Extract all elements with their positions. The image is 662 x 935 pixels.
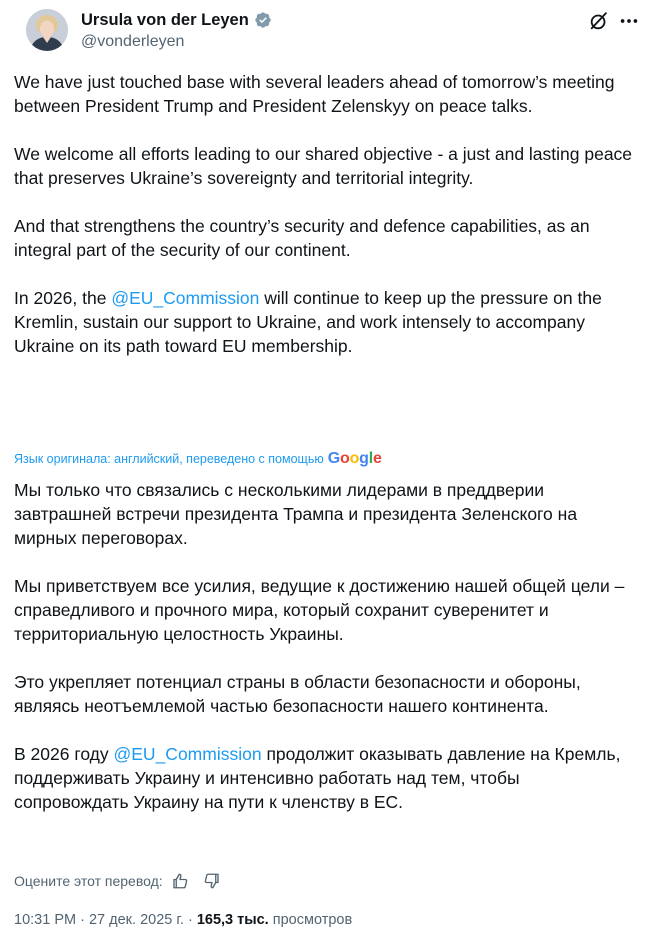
translated-mention-link[interactable]: @EU_Commission <box>113 744 262 764</box>
translated-paragraph-3: Это укрепляет потенциал страны в области безопасности и обороны, являясь неотъемлемой частью безопасности нашего континента. <box>14 672 581 716</box>
author-names <box>81 9 272 51</box>
thumbs-down-icon[interactable] <box>203 872 221 890</box>
rate-translation <box>14 871 235 891</box>
views-count[interactable]: 165,3 тыс. <box>196 912 269 928</box>
translated-paragraph-4 <box>14 742 638 814</box>
translation-note-text: Язык оригинала: английский, переведено с помощью <box>14 452 324 466</box>
tweet-header <box>14 0 648 62</box>
rate-translation-label: Оцените этот перевод: <box>14 873 163 889</box>
views-label: просмотров <box>272 912 353 928</box>
original-paragraph-2: We welcome all efforts leading to our shared objective - a just and lasting peace that preserves Ukraine’s sovereignty and territorial integrity. <box>14 144 633 188</box>
tweet-date[interactable]: 27 дек. 2025 г. <box>88 912 184 928</box>
original-p4-end: will continue to keep up the pressure on the Kremlin, sustain our support to Ukraine, and work intensely to accompany Ukraine on its path toward EU membership. <box>14 288 602 356</box>
tweet-original-text <box>14 70 644 358</box>
original-paragraph-4 <box>14 286 638 358</box>
thumbs-up-icon[interactable] <box>171 872 189 890</box>
original-paragraph-1: We have just touched base with several leaders ahead of tomorrow’s meeting between President Trump and President Zelenskyy on peace talks. <box>14 72 615 116</box>
meta-separator-2: · <box>187 912 193 928</box>
google-logo: Google <box>327 450 382 467</box>
avatar-image <box>26 9 68 51</box>
tweet-time[interactable]: 10:31 PM <box>14 912 77 928</box>
mention-link[interactable]: @EU_Commission <box>111 288 260 308</box>
translated-p4-start: В 2026 году <box>14 744 114 764</box>
translation-note[interactable] <box>14 449 382 469</box>
avatar[interactable] <box>26 9 68 51</box>
grok-icon[interactable] <box>588 10 610 32</box>
author-display-name[interactable]: Ursula von der Leyen <box>81 10 249 29</box>
more-options-icon[interactable] <box>618 10 640 32</box>
meta-separator-1: · <box>80 912 85 928</box>
translated-paragraph-1: Мы только что связались с несколькими лидерами в преддверии завтрашней встречи президента Трампа и президента Зеленского на мирных переговорах. <box>14 480 578 548</box>
translated-paragraph-2: Мы приветствуем все усилия, ведущие к достижению нашей общей цели – справедливого и прочного мира, который сохранит суверенитет и территориальную целостность Украины. <box>14 576 625 644</box>
translated-p4-end: продолжит оказывать давление на Кремль, поддерживать Украину и интенсивно работать над тем, чтобы сопровождать Украину на пути к членству в ЕС. <box>14 744 621 812</box>
verified-badge-icon[interactable] <box>254 11 272 29</box>
tweet-translated-text <box>14 478 644 814</box>
author-handle[interactable]: @vonderleyen <box>81 33 185 50</box>
original-paragraph-3: And that strengthens the country’s security and defence capabilities, as an integral part of the security of our continent. <box>14 216 590 260</box>
tweet-meta <box>14 912 352 928</box>
original-p4-start: In 2026, the <box>14 288 112 308</box>
